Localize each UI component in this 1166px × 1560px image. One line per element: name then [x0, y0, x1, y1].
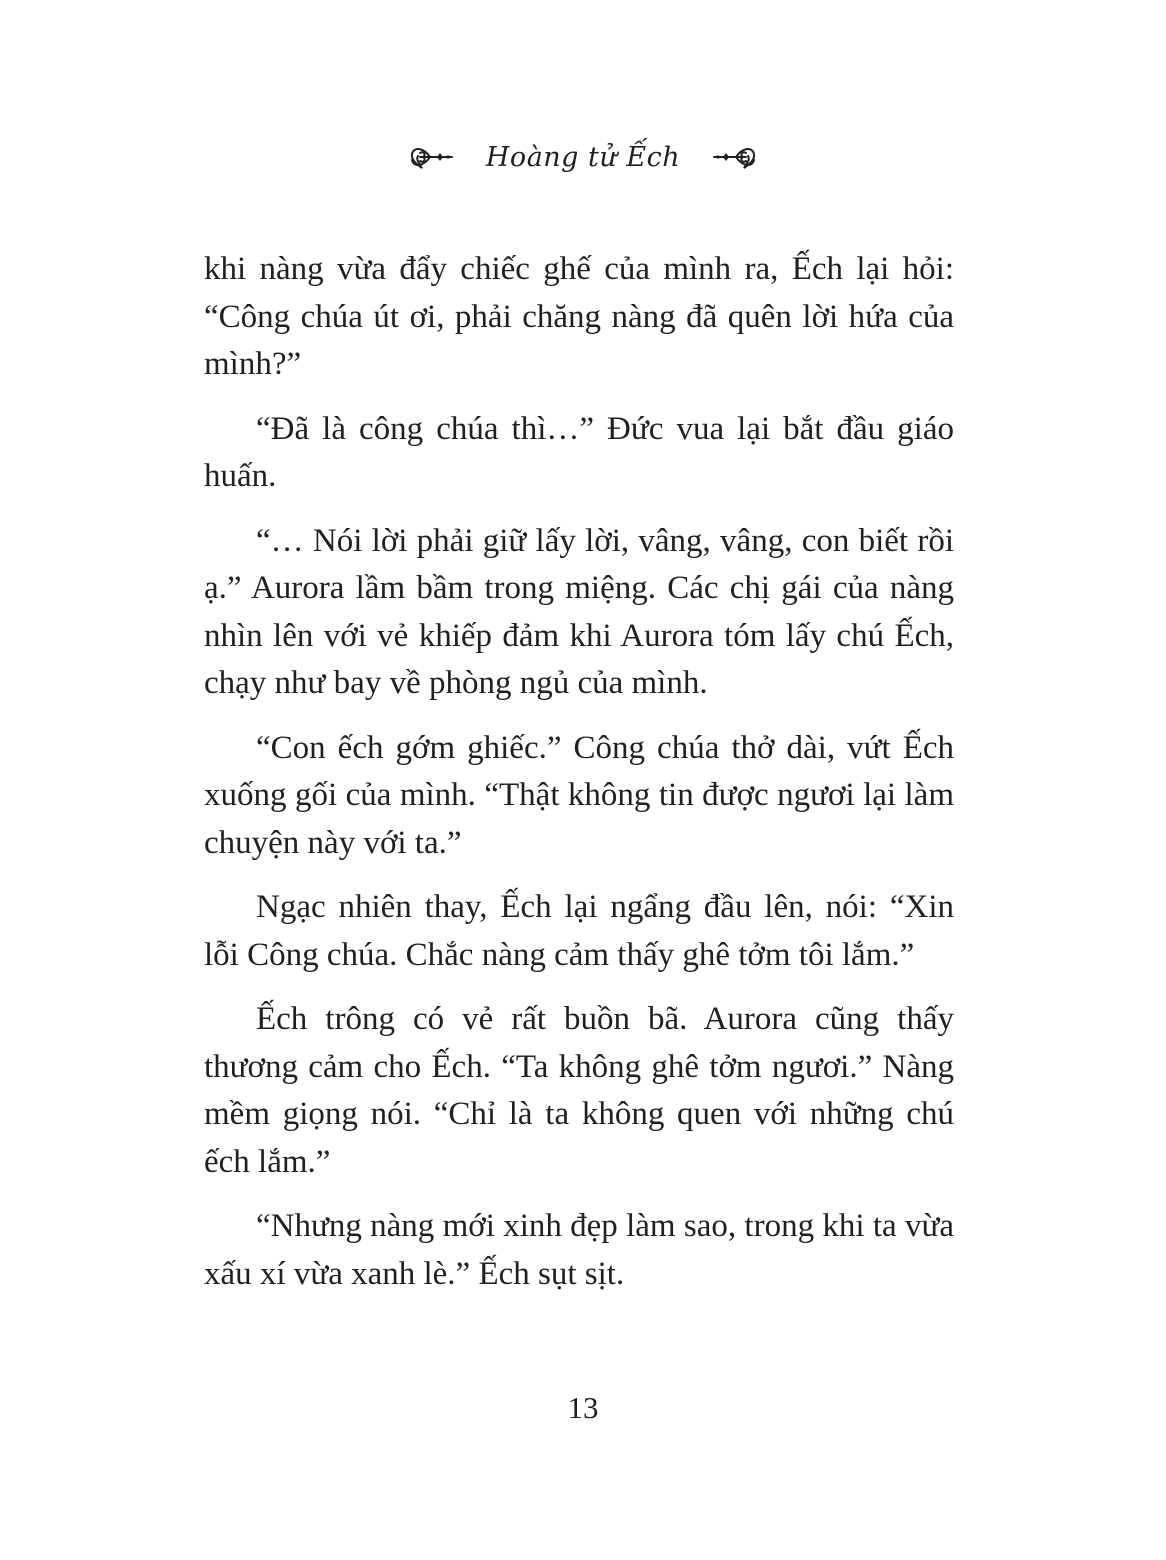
body-text [204, 246, 954, 1315]
paragraph: khi nàng vừa đẩy chiếc ghế của mình ra, Ếch lại hỏi: “Công chúa út ơi, phải chăng nàng đã quên lời hứa của mình?” [204, 251, 954, 382]
paragraph: “Con ếch gớm ghiếc.” Công chúa thở dài, vứt Ếch xuống gối của mình. “Thật không tin được ngươi lại làm chuyện này với ta.” [204, 729, 954, 861]
page-number: 13 [567, 1390, 599, 1425]
paragraph: Ếch trông có vẻ rất buồn bã. Aurora cũng thấy thương cảm cho Ếch. “Ta không ghê tởm ngươi.” Nàng mềm giọng nói. “Chỉ là ta không quen với những chú ếch lắm.” [204, 1001, 954, 1180]
fleuron-right-icon [710, 142, 758, 172]
running-header [0, 132, 1166, 182]
paragraph: “Nhưng nàng mới xinh đẹp làm sao, trong khi ta vừa xấu xí vừa xanh lè.” Ếch sụt sịt. [204, 1208, 954, 1292]
fleuron-left-icon [408, 142, 456, 172]
paragraph: Ngạc nhiên thay, Ếch lại ngẩng đầu lên, nói: “Xin lỗi Công chúa. Chắc nàng cảm thấy ghê tởm tôi lắm.” [204, 889, 954, 973]
running-header-title: Hoàng tử Ếch [485, 141, 681, 173]
paragraph: “… Nói lời phải giữ lấy lời, vâng, vâng, con biết rồi ạ.” Aurora lầm bầm trong miệng. Các chị gái của nàng nhìn lên với vẻ khiếp đảm khi Aurora tóm lấy chú Ếch, chạy như bay về phòng ngủ của mình. [204, 522, 954, 701]
paragraph: “Đã là công chúa thì…” Đức vua lại bắt đầu giáo huấn. [204, 410, 954, 494]
